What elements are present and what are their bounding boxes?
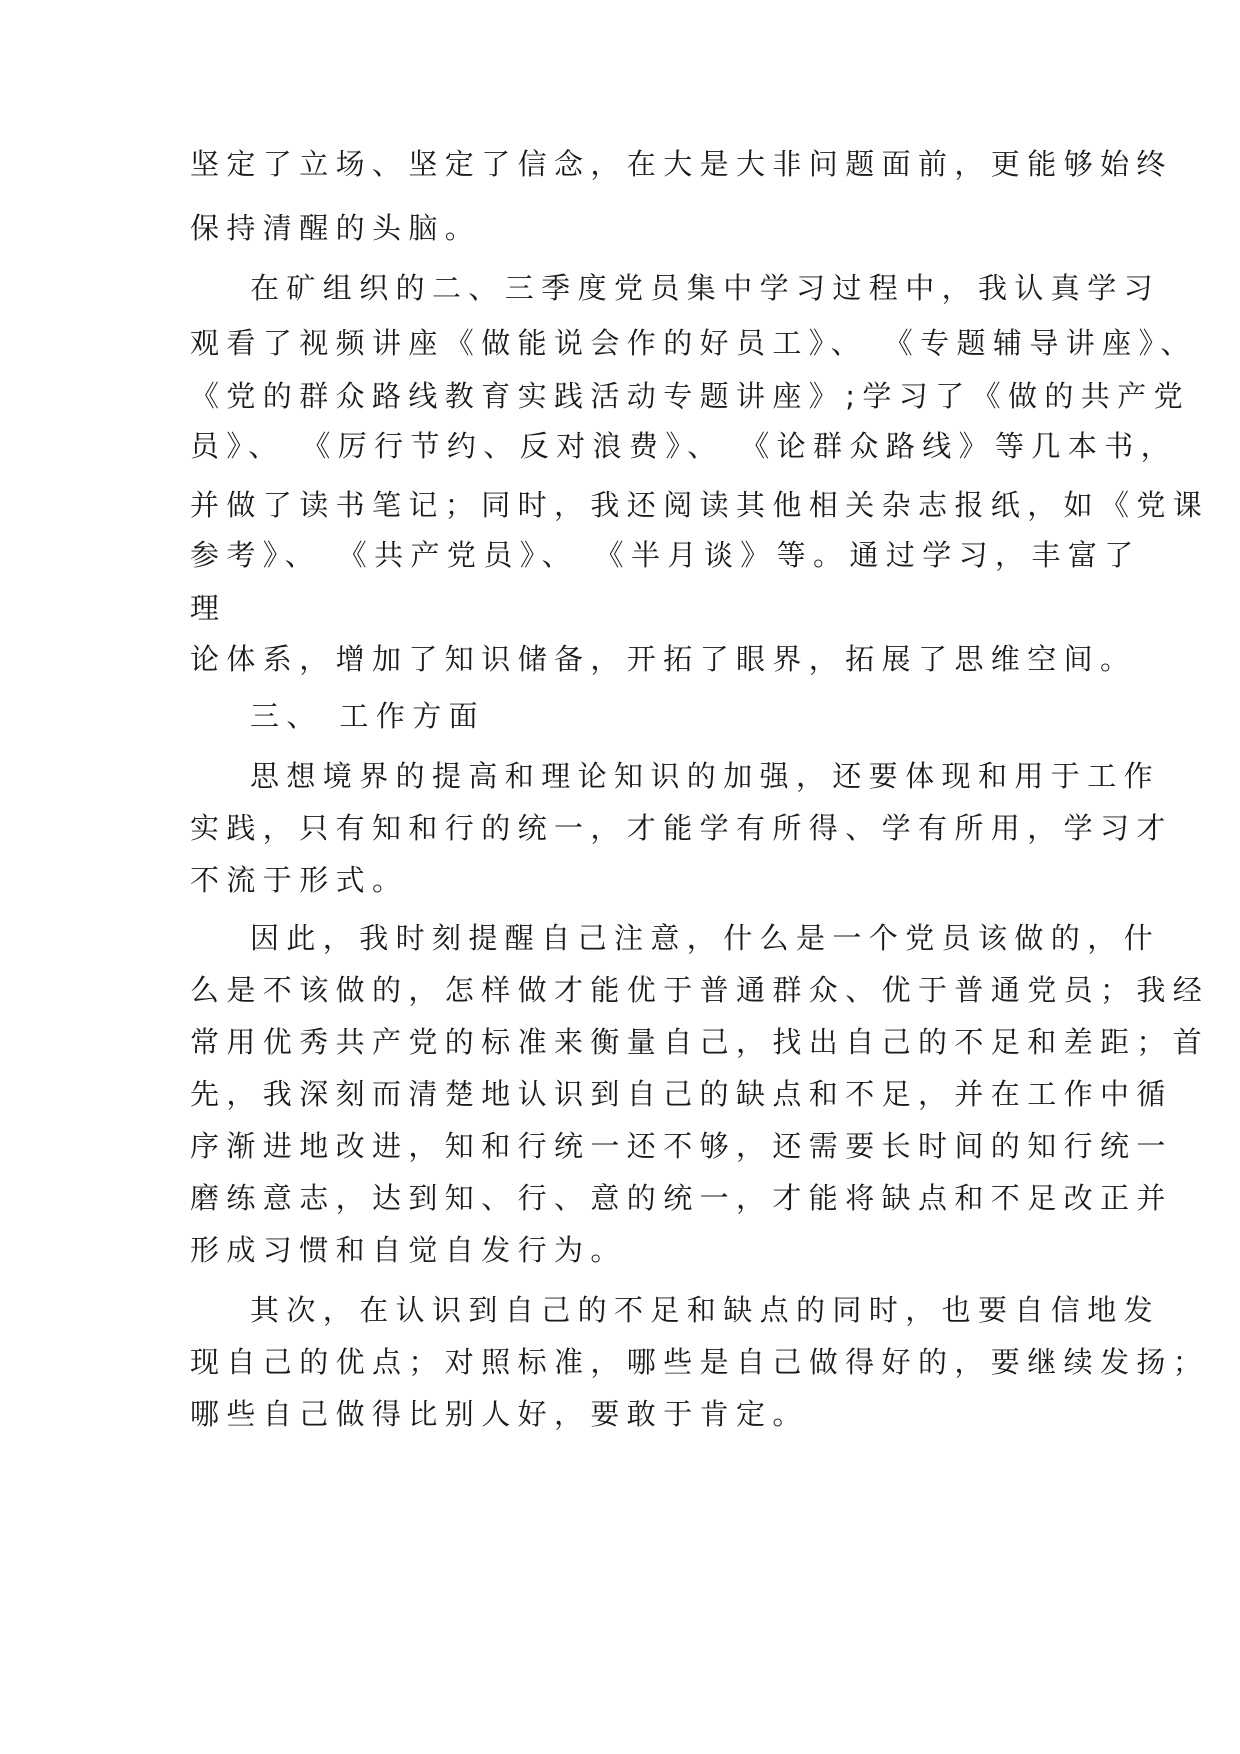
text-line: 观看了视频讲座《做能说会作的好员工》、 《专题辅导讲座》、 (190, 326, 1197, 360)
text-line: 坚定了立场、坚定了信念，在大是大非问题面前，更能够始终 (190, 147, 1173, 181)
paragraph-first-line: 在矿组织的二、三季度党员集中学习过程中，我认真学习 (250, 271, 1161, 305)
text-line: 先，我深刻而清楚地认识到自己的缺点和不足，并在工作中循 (190, 1077, 1173, 1111)
paragraph-first-line: 思想境界的提高和理论知识的加强，还要体现和用于工作 (250, 759, 1161, 793)
text-line: 员》、 《厉行节约、反对浪费》、 《论群众路线》等几本书， (190, 429, 1178, 463)
text-line: 哪些自己做得比别人好，要敢于肯定。 (190, 1397, 809, 1431)
text-line: 《党的群众路线教育实践活动专题讲座》;学习了《做的共产党 (190, 379, 1190, 413)
text-line: 保持清醒的头脑。 (190, 211, 482, 245)
text-line: 么是不该做的，怎样做才能优于普通群众、优于普通党员；我经 (190, 973, 1210, 1007)
paragraph-first-line: 因此，我时刻提醒自己注意，什么是一个党员该做的，什 (250, 921, 1161, 955)
text-line: 理 (190, 591, 227, 625)
text-line: 实践，只有知和行的统一，才能学有所得、学有所用，学习才 (190, 811, 1173, 845)
text-line: 不流于形式。 (190, 863, 409, 897)
text-line: 论体系，增加了知识储备，开拓了眼界，拓展了思维空间。 (190, 642, 1137, 676)
section-heading: 三、 工作方面 (250, 699, 486, 733)
paragraph-first-line: 其次，在认识到自己的不足和缺点的同时，也要自信地发 (250, 1293, 1161, 1327)
text-line: 并做了读书笔记；同时，我还阅读其他相关杂志报纸，如《党课 (190, 488, 1210, 522)
text-line: 形成习惯和自觉自发行为。 (190, 1233, 627, 1267)
text-line: 现自己的优点；对照标准，哪些是自己做得好的，要继续发扬； (190, 1345, 1210, 1379)
text-line: 磨练意志，达到知、行、意的统一，才能将缺点和不足改正并 (190, 1181, 1173, 1215)
text-line: 常用优秀共产党的标准来衡量自己，找出自己的不足和差距；首 (190, 1025, 1210, 1059)
text-line: 参考》、 《共产党员》、 《半月谈》等。通过学习，丰富了 (190, 538, 1141, 572)
text-line: 序渐进地改进，知和行统一还不够，还需要长时间的知行统一 (190, 1129, 1173, 1163)
